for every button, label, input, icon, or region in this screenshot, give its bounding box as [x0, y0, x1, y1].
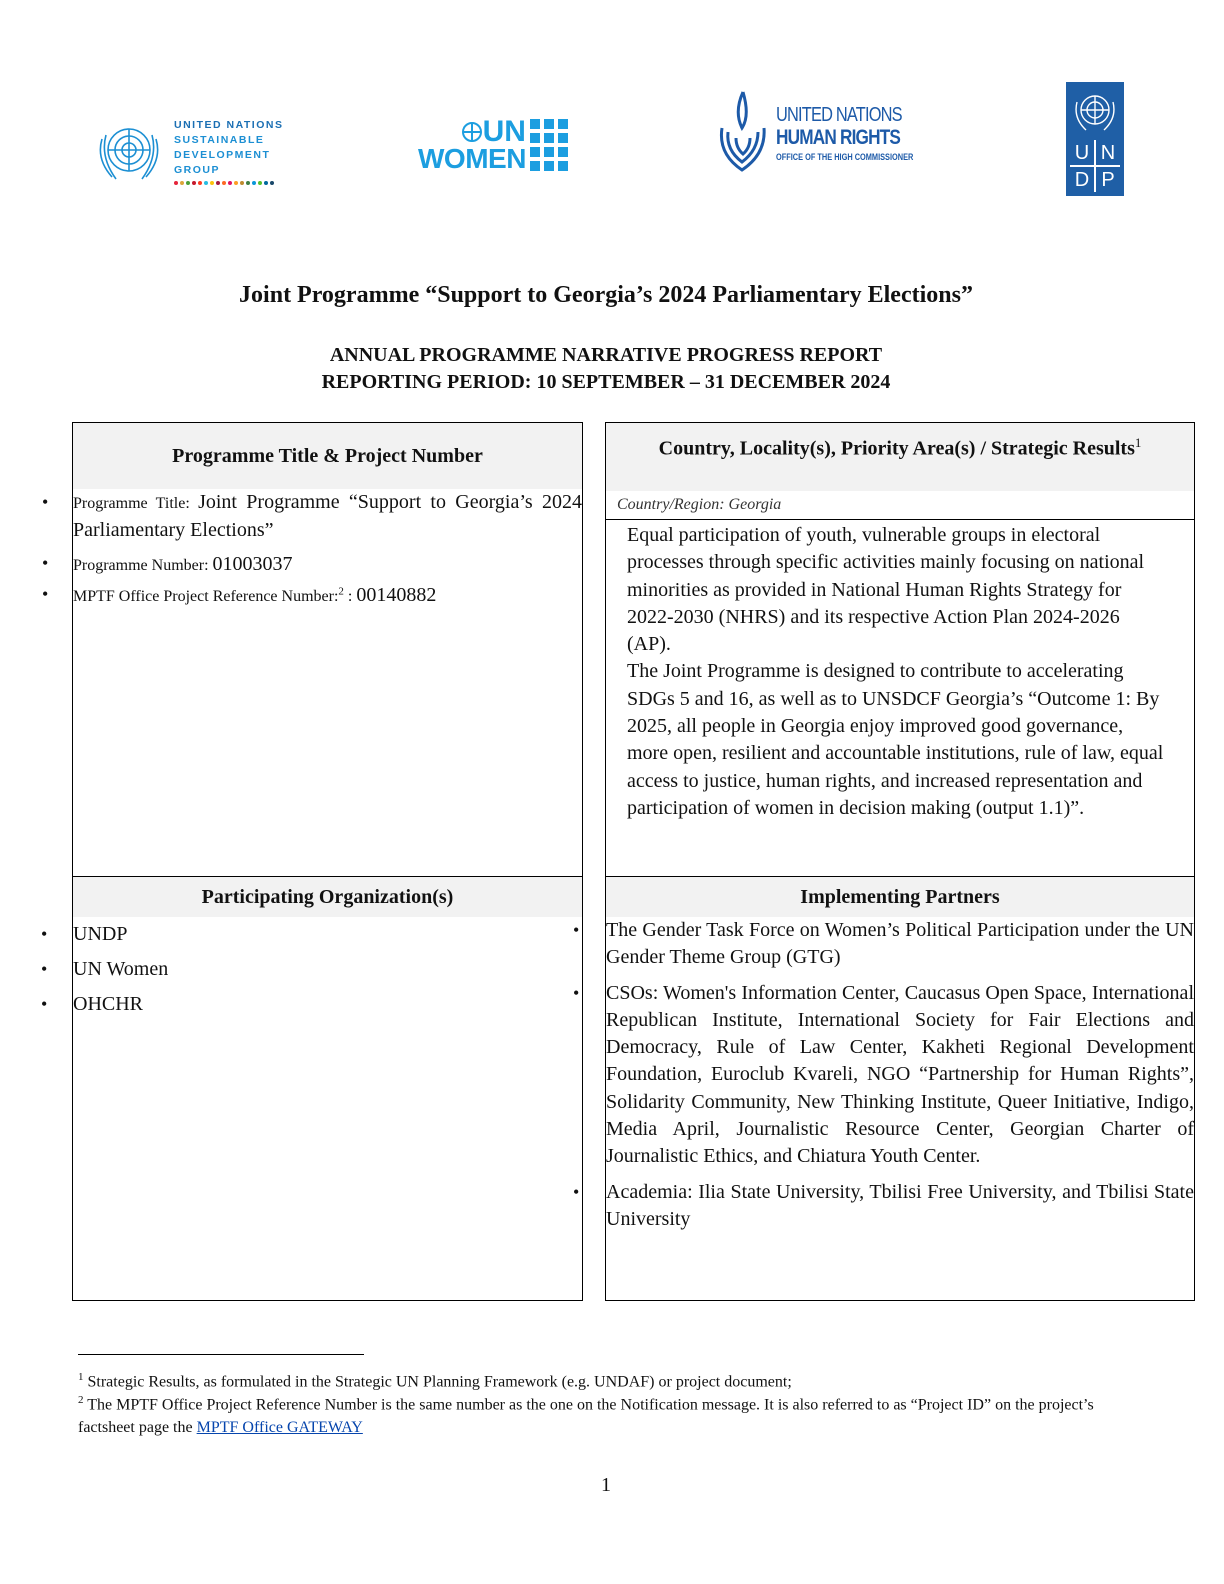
- unhr-line1: UNITED NATIONS: [776, 104, 902, 126]
- country-box: [605, 422, 1195, 877]
- results-paragraph-2: The Joint Programme is designed to contribute to accelerating SDGs 5 and 16, as well as to UNSDCF Georgia’s “Outcome 1: By 2025, all people in Georgia enjoy improved good governance, more open, resilient and accountable institutions, rule of law, equal access to justice, human rights, and increased representation and participation of women in decision making (output 1.1)”.: [627, 660, 1164, 819]
- list-item: [73, 489, 582, 545]
- footnote-ref-2[interactable]: 2: [338, 585, 344, 598]
- unsdg-logo: [92, 118, 283, 186]
- programme-title-value: Joint Programme “Support to Georgia’s 2024 Parliamentary Elections”: [73, 491, 583, 541]
- logo-bar: [0, 88, 1224, 198]
- list-item: • The Gender Task Force on Women’s Political Participation under the UN Gender Theme Group (GTG): [606, 917, 1194, 972]
- footnote-1-text: Strategic Results, as formulated in the Strategic UN Planning Framework (e.g. UNDAF) or project document;: [83, 1373, 792, 1391]
- programme-box-header: Programme Title & Project Number: [73, 423, 582, 489]
- unwomen-grid-icon: [530, 119, 568, 171]
- unsdg-line1: UNITED NATIONS: [174, 119, 284, 131]
- un-emblem-icon: [1072, 88, 1118, 134]
- footnote-ref-1[interactable]: 1: [1134, 435, 1142, 450]
- reference-number-value: 00140882: [356, 584, 437, 606]
- programme-box: [72, 422, 583, 877]
- page-number: 1: [601, 1474, 611, 1496]
- list-item: • Academia: Ilia State University, Tbilisi Free University, and Tbilisi State University: [606, 1179, 1194, 1234]
- footnote-1-number: 1: [78, 1371, 84, 1383]
- undp-letter-n: N: [1100, 142, 1116, 164]
- unwomen-line1: UN: [482, 115, 526, 148]
- programme-list: [73, 489, 582, 607]
- programme-number-value: 01003037: [212, 553, 293, 575]
- programme-title-label: Programme Title:: [73, 495, 190, 512]
- footnote-2-text: The MPTF Office Project Reference Number is the same number as the one on the Notification message. It is also referred to as “Project ID” on the project’s factsheet page the: [78, 1396, 1094, 1437]
- reporting-period: REPORTING PERIOD: 10 SEPTEMBER – 31 DECEMBER 2024: [321, 371, 891, 393]
- unsdg-line3: DEVELOPMENT: [174, 149, 271, 161]
- country-region: Country/Region: Georgia: [606, 491, 1194, 520]
- document-title: Joint Programme “Support to Georgia’s 2024 Parliamentary Elections”: [239, 282, 973, 308]
- unsdg-line4: GROUP: [174, 164, 221, 176]
- strategic-results: [606, 520, 1194, 822]
- undp-letter-u: U: [1074, 142, 1090, 164]
- unhr-line2: HUMAN RIGHTS: [776, 126, 901, 149]
- list-item: • UN Women: [73, 952, 582, 987]
- results-paragraph-1: Equal participation of youth, vulnerable groups in electoral processes through specific activities mainly focusing on national minorities as provided in National Human Rights Strategy for 2022-2030 (NHRS) and its respective Action Plan 2024-2026 (AP).: [627, 524, 1145, 656]
- undp-letter-p: P: [1101, 169, 1115, 191]
- undp-logo: [1066, 82, 1124, 196]
- unsdg-line2: SUSTAINABLE: [174, 134, 265, 146]
- reference-sep: :: [343, 588, 353, 605]
- unwomen-logo: [418, 115, 568, 174]
- sdg-color-dots: [174, 181, 283, 186]
- flame-icon: [714, 88, 772, 180]
- document-subtitle: [0, 342, 1212, 396]
- partners-box: [605, 876, 1195, 1301]
- reference-number-label: MPTF Office Project Reference Number:: [73, 588, 339, 605]
- organizations-list: [73, 917, 582, 1022]
- organizations-box-header: Participating Organization(s): [73, 877, 582, 917]
- report-type: ANNUAL PROGRAMME NARRATIVE PROGRESS REPORT: [329, 344, 883, 366]
- list-item: • OHCHR: [73, 987, 582, 1022]
- partners-box-header: Implementing Partners: [606, 877, 1194, 917]
- list-item: • UNDP: [73, 917, 582, 952]
- footnote-2: [78, 1389, 1138, 1439]
- mptf-gateway-link[interactable]: MPTF Office GATEWAY: [196, 1419, 363, 1437]
- unhr-logo: [714, 88, 944, 180]
- un-globe-icon: [461, 121, 483, 143]
- organizations-box: [72, 876, 583, 1301]
- unhr-line3: OFFICE OF THE HIGH COMMISSIONER: [776, 152, 914, 162]
- list-item: [73, 584, 582, 607]
- un-emblem-icon: [92, 119, 166, 185]
- footnote-divider: [78, 1354, 364, 1355]
- country-box-header: [606, 423, 1194, 491]
- country-box-header-text: Country, Locality(s), Priority Area(s) / Strategic Results: [658, 437, 1135, 460]
- programme-number-label: Programme Number:: [73, 557, 209, 574]
- footnote-2-number: 2: [78, 1394, 84, 1406]
- list-item: [73, 553, 582, 576]
- list-item: • CSOs: Women's Information Center, Caucasus Open Space, International Republican Institute, International Society for Fair Elections and Democracy, Rule of Law Center, Kakheti Regional Development Foundation, Euroclub Kvareli, NGO “Partnership for Human Rights”, Solidarity Community, New Thinking Institute, Queer Initiative, Indigo, Media April, Journalistic Resource Center, Georgian Charter of Journalistic Ethics, and Chiatura Youth Center.: [606, 980, 1194, 1171]
- partners-list: [606, 917, 1194, 1233]
- unwomen-line2: WOMEN: [418, 143, 526, 174]
- undp-letter-d: D: [1074, 169, 1090, 191]
